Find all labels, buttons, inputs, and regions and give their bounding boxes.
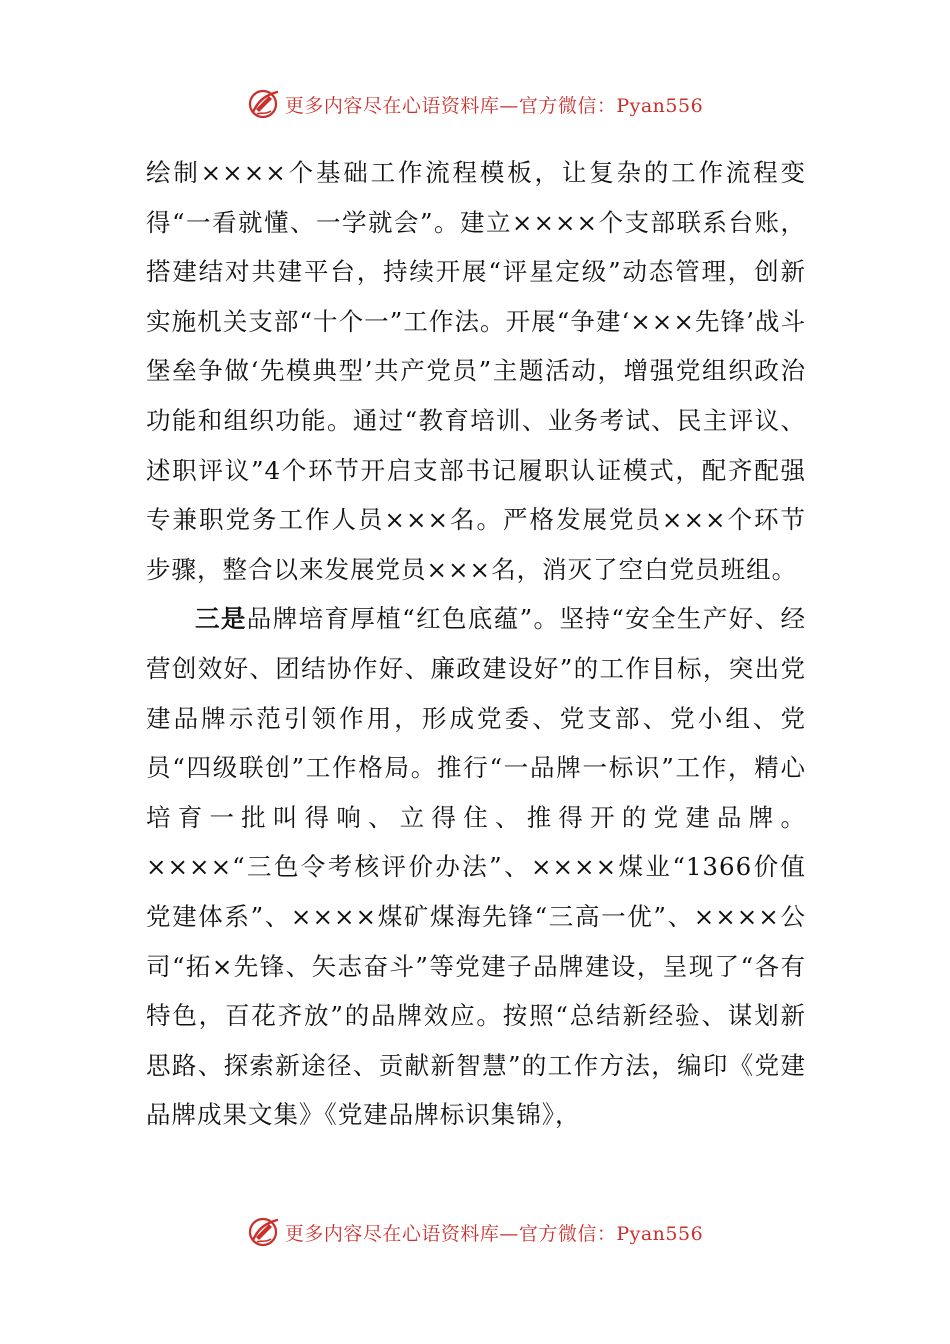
paragraph-lead: 三是 bbox=[195, 604, 247, 634]
footer-banner-text: 更多内容尽在心语资料库—官方微信：Pyan556 bbox=[284, 1222, 704, 1245]
paragraph-text: 品牌培育厚植“红色底蕴”。坚持“安全生产好、经营创效好、团结协作好、廉政建设好”的工作目标，突出党建品牌示范引领作用，形成党委、党支部、党小组、党员“四级联创”工作格局。推行“一品牌一标识”工作，精心培育一批叫得响、立得住、推得开的党建品牌。××××“三色令考核评价办法”、××××煤业“1366价值党建体系”、××××煤矿煤海先锋“三高一优”、××××公司“拓×先锋、矢志奋斗”等党建子品牌建设，呈现了“各有特色，百花齐放”的品牌效应。按照“总结新经验、谋划新思路、探索新途径、贡献新智慧”的工作方法，编印《党建品牌成果文集》《党建品牌标识集锦》， bbox=[146, 604, 807, 1130]
document-body bbox=[146, 148, 806, 1140]
paragraph bbox=[146, 594, 806, 1140]
paragraph: 绘制××××个基础工作流程模板，让复杂的工作流程变得“一看就懂、一学就会”。建立××××个支部联系台账，搭建结对共建平台，持续开展“评星定级”动态管理，创新实施机关支部“十个一”工作法。开展“争建‘×××先锋’战斗堡垒争做‘先模典型’共产党员”主题活动，增强党组织政治功能和组织功能。通过“教育培训、业务考试、民主评议、述职评议”4个环节开启支部书记履职认证模式，配齐配强专兼职党务工作人员×××名。严格发展党员×××个环节步骤，整合以来发展党员×××名，消灭了空白党员班组。 bbox=[146, 158, 806, 584]
header-banner bbox=[0, 84, 950, 124]
footer-banner bbox=[0, 1212, 950, 1252]
pen-signature-icon bbox=[247, 1215, 281, 1249]
pen-signature-icon bbox=[247, 87, 281, 121]
header-banner-text: 更多内容尽在心语资料库—官方微信：Pyan556 bbox=[284, 94, 704, 117]
